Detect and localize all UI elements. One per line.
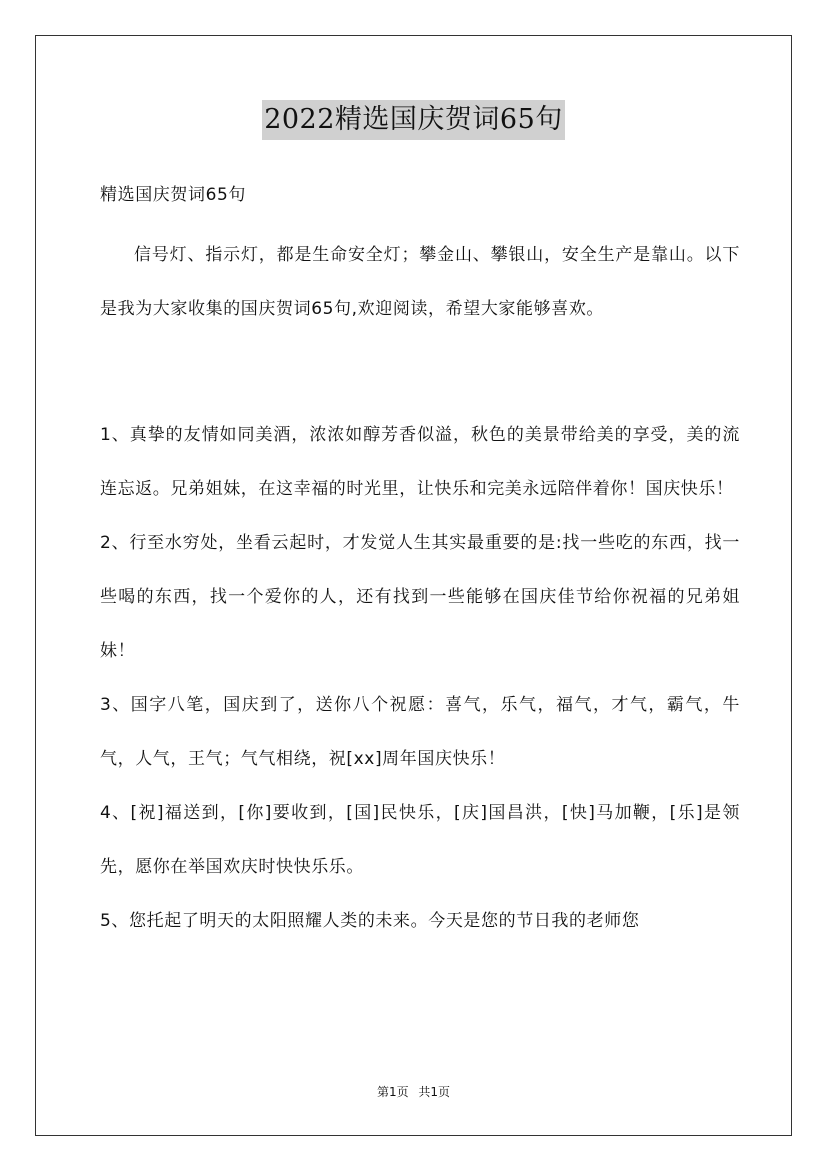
page-footer [0,1083,827,1100]
intro-paragraph: 信号灯、指示灯，都是生命安全灯；攀金山、攀银山，安全生产是靠山。以下是我为大家收集的国庆贺词65句,欢迎阅读，希望大家能够喜欢。 [100,245,740,319]
greeting-item-2: 2、行至水穷处，坐看云起时，才发觉人生其实最重要的是:找一些吃的东西，找一些喝的东西，找一个爱你的人，还有找到一些能够在国庆佳节给你祝福的兄弟姐妹！ [100,533,740,661]
document-subtitle: 精选国庆贺词65句 [100,185,247,205]
greeting-item-1: 1、真挚的友情如同美酒，浓浓如醇芳香似溢，秋色的美景带给美的享受，美的流连忘返。兄弟姐妹，在这幸福的时光里，让快乐和完美永远陪伴着你！国庆快乐！ [100,425,740,499]
paragraph-spacer [100,336,740,408]
page-number: 第1页 [376,1085,409,1099]
page-total: 共1页 [418,1085,451,1099]
document-body [100,176,740,948]
greeting-item-3: 3、国字八笔，国庆到了，送你八个祝愿：喜气，乐气，福气，才气，霸气，牛气，人气，王气；气气相绕，祝[xx]周年国庆快乐！ [100,695,740,769]
greeting-item-5: 5、您托起了明天的太阳照耀人类的未来。今天是您的节日我的老师您 [100,911,640,931]
greeting-item-4: 4、[祝]福送到，[你]要收到，[国]民快乐，[庆]国昌洪，[快]马加鞭，[乐]是领先，愿你在举国欢庆时快快乐乐。 [100,803,740,877]
document-title: 2022精选国庆贺词65句 [262,100,565,140]
title-wrap [0,100,827,140]
